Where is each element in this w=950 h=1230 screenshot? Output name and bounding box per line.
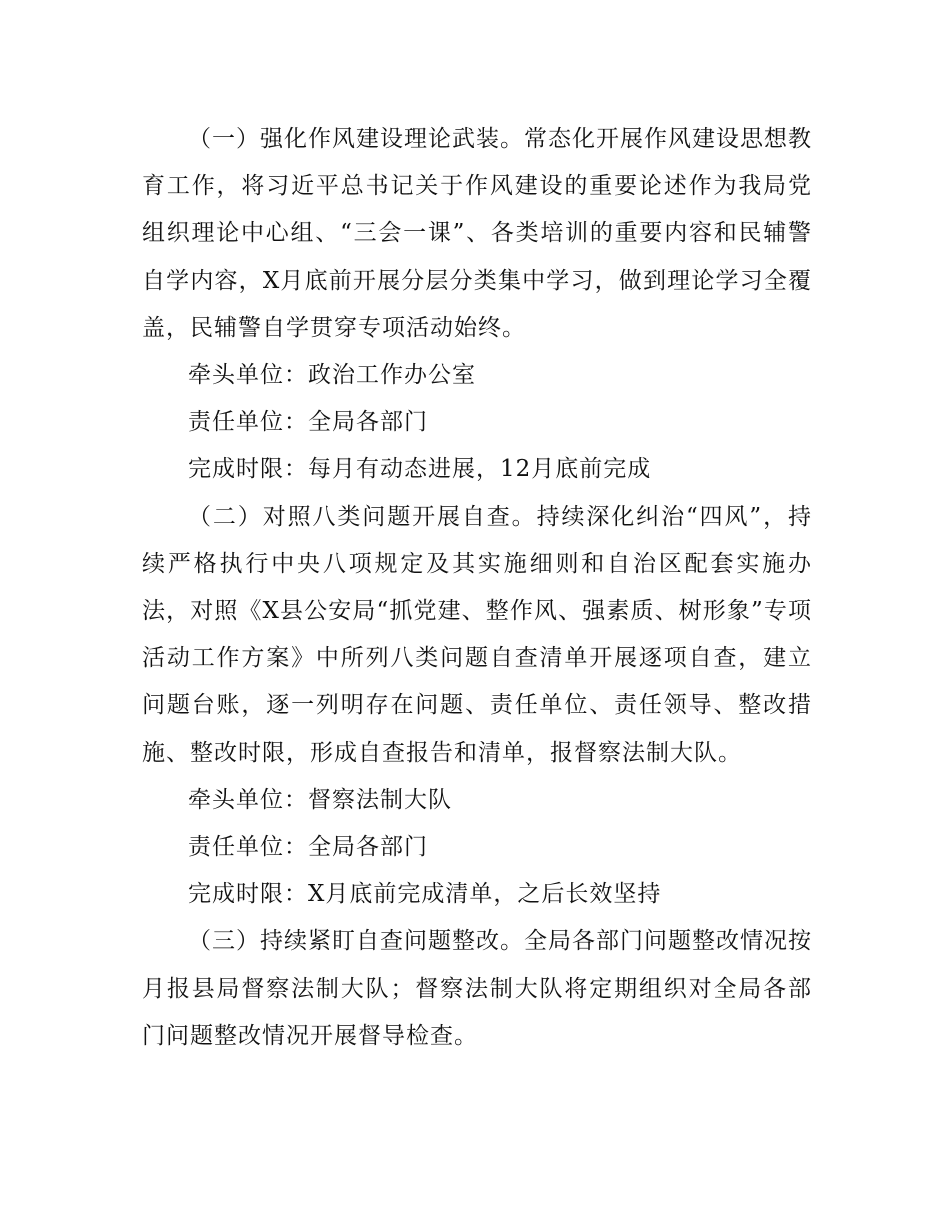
- section-1-responsible-unit: 责任单位：全局各部门: [188, 409, 428, 436]
- section-2-responsible-unit: 责任单位：全局各部门: [188, 834, 428, 861]
- section-1-deadline: 完成时限：每月有动态进展，12月底前完成: [188, 456, 652, 483]
- section-2-deadline: 完成时限：X月底前完成清单，之后长效坚持: [188, 881, 662, 908]
- section-2-lead-unit: 牵头单位：督察法制大队: [188, 786, 452, 813]
- section-1-lead-unit: 牵头单位：政治工作办公室: [188, 362, 476, 389]
- section-2-paragraph: （二）对照八类问题开展自查。持续深化纠治“四风”，持续严格执行中央八项规定及其实施细则和自治区配套实施办法，对照《X县公安局“抓党建、整作风、强素质、树形象”专项活动工作方案》中所列八类问题自查清单开展逐项自查，建立问题台账，逐一列明存在问题、责任单位、责任领导、整改措施、整改时限，形成自查报告和清单，报督察法制大队。: [142, 503, 812, 766]
- document-body: [142, 116, 812, 1060]
- section-3-paragraph: （三）持续紧盯自查问题整改。全局各部门问题整改情况按月报县局督察法制大队；督察法制大队将定期组织对全局各部门问题整改情况开展督导检查。: [142, 928, 812, 1049]
- section-1-paragraph: （一）强化作风建设理论武装。常态化开展作风建设思想教育工作，将习近平总书记关于作风建设的重要论述作为我局党组织理论中心组、“三会一课”、各类培训的重要内容和民辅警自学内容，X月底前开展分层分类集中学习，做到理论学习全覆盖，民辅警自学贯穿专项活动始终。: [142, 126, 812, 341]
